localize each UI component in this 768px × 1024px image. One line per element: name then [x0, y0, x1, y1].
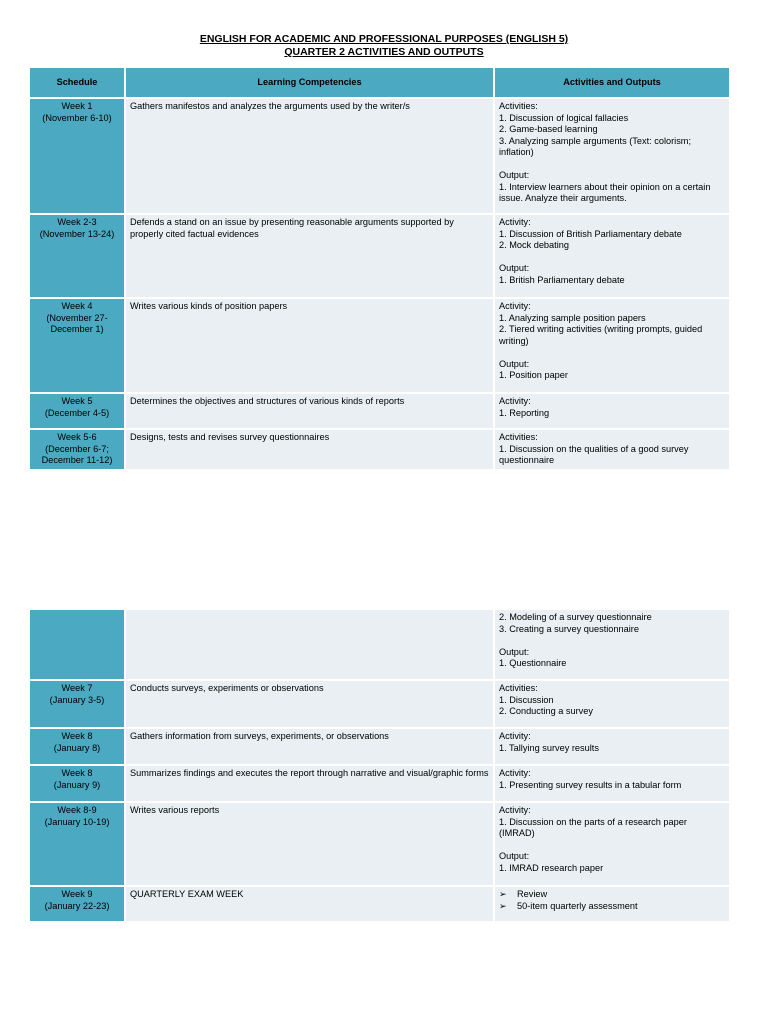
- spacer: [499, 347, 725, 359]
- competency-text: Writes various kinds of position papers: [130, 301, 288, 311]
- competency-text: Gathers information from surveys, experiments, or observations: [130, 731, 389, 741]
- schedule-cell: [29, 98, 125, 214]
- bullet-item: [499, 901, 725, 913]
- document-subtitle: QUARTER 2 ACTIVITIES AND OUTPUTS: [284, 46, 484, 58]
- activity-line: 3. Analyzing sample arguments (Text: colorism; inflation): [499, 135, 691, 157]
- activities-cell: [494, 214, 730, 298]
- activity-line: Output:: [499, 646, 530, 657]
- table-row: [29, 802, 730, 886]
- schedule-text: (January 3-5): [49, 694, 105, 705]
- activities-cell: [494, 728, 730, 765]
- schedule-text: Week 5: [61, 396, 93, 406]
- activity-line: 1. Presenting survey results in a tabular form: [499, 779, 682, 790]
- activity-line: 1. Discussion: [499, 694, 554, 705]
- activity-line: Activity:: [499, 301, 531, 311]
- activity-line: 1. Discussion of logical fallacies: [499, 112, 629, 123]
- activities-cell: [494, 886, 730, 922]
- schedule-text: (January 8): [53, 742, 101, 753]
- activities-cell: [494, 298, 730, 393]
- activity-line: 1. Discussion of British Parliamentary debate: [499, 228, 682, 239]
- activities-cell: [494, 802, 730, 886]
- competency-cell: [125, 728, 494, 765]
- schedule-cell: [29, 393, 125, 429]
- activities-cell: [494, 680, 730, 728]
- activity-line: 2. Game-based learning: [499, 124, 598, 134]
- table-row: [29, 728, 730, 765]
- table-row: [29, 214, 730, 298]
- schedule-cell: [29, 214, 125, 298]
- activity-line: 1. Tallying survey results: [499, 742, 599, 753]
- activity-line: Activity:: [499, 805, 531, 815]
- schedule-cell: [29, 609, 125, 680]
- activity-line: 1. IMRAD research paper: [499, 862, 604, 873]
- competency-cell: [125, 214, 494, 298]
- competency-text: Gathers manifestos and analyzes the arguments used by the writer/s: [130, 101, 410, 111]
- activity-line: Activity:: [499, 217, 531, 227]
- schedule-text: December 11-12): [41, 455, 113, 465]
- activities-cell: [494, 393, 730, 429]
- column-header-activities: Activities and Outputs: [494, 67, 730, 98]
- competency-cell: [125, 429, 494, 470]
- document-title: ENGLISH FOR ACADEMIC AND PROFESSIONAL PURPOSES (ENGLISH 5): [199, 33, 569, 45]
- table-row: [29, 298, 730, 393]
- schedule-cell: [29, 298, 125, 393]
- activity-line: Activity:: [499, 396, 531, 406]
- schedule-text: (November 13-24): [39, 228, 115, 239]
- competency-text: QUARTERLY EXAM WEEK: [130, 889, 244, 899]
- competency-text: Writes various reports: [130, 805, 220, 815]
- table-header-row: [29, 67, 730, 98]
- competency-cell: [125, 609, 494, 680]
- activity-line: 1. Questionnaire: [499, 658, 567, 668]
- schedule-text: Week 9: [61, 889, 93, 899]
- activity-line: Activity:: [499, 768, 531, 778]
- spacer: [499, 252, 725, 264]
- activity-line: 1. Discussion on the qualities of a good survey questionnaire: [499, 443, 689, 465]
- activity-line: Activities:: [499, 683, 538, 693]
- spacer: [499, 159, 725, 171]
- schedule-text: Week 8: [61, 768, 93, 778]
- schedule-text: Week 8: [61, 731, 93, 741]
- competency-cell: [125, 802, 494, 886]
- column-header-schedule: Schedule: [29, 67, 125, 98]
- activities-cell: [494, 765, 730, 802]
- arrow-bullet-icon: ➢: [499, 900, 507, 911]
- competency-text: Designs, tests and revises survey questionnaires: [130, 432, 330, 442]
- bullet-item: [499, 889, 725, 901]
- schedule-cell: [29, 802, 125, 886]
- activity-line: Output:: [499, 358, 530, 369]
- activity-line: 2. Conducting a survey: [499, 706, 593, 716]
- schedule-text: Week 2-3: [57, 217, 97, 227]
- competency-cell: [125, 886, 494, 922]
- table-row: [29, 393, 730, 429]
- activities-table-part1: [28, 66, 731, 471]
- bullet-text: 50-item quarterly assessment: [517, 900, 638, 911]
- schedule-cell: [29, 680, 125, 728]
- competency-text: Conducts surveys, experiments or observations: [130, 683, 324, 693]
- activities-table-part2: [28, 608, 731, 923]
- activity-line: 1. Discussion on the parts of a research paper (IMRAD): [499, 816, 687, 838]
- table-row: [29, 765, 730, 802]
- activities-cell: [494, 609, 730, 680]
- activity-line: Output:: [499, 170, 530, 180]
- schedule-text: (December 4-5): [44, 407, 110, 418]
- activity-line: 3. Creating a survey questionnaire: [499, 623, 639, 634]
- activities-cell: [494, 429, 730, 470]
- column-header-competencies: Learning Competencies: [125, 67, 494, 98]
- activity-line: Output:: [499, 851, 530, 861]
- spacer: [499, 840, 725, 852]
- schedule-text: (December 6-7;: [45, 443, 109, 454]
- arrow-bullet-icon: ➢: [499, 889, 507, 899]
- table-row: [29, 429, 730, 470]
- schedule-text: (January 10-19): [44, 816, 110, 827]
- activities-cell: [494, 98, 730, 214]
- activity-line: Activity:: [499, 731, 531, 741]
- table-row: [29, 680, 730, 728]
- competency-cell: [125, 393, 494, 429]
- activity-line: Activities:: [499, 432, 538, 442]
- activity-line: 1. Analyzing sample position papers: [499, 312, 646, 323]
- schedule-cell: [29, 886, 125, 922]
- schedule-text: Week 4: [61, 301, 93, 311]
- spacer: [499, 635, 725, 647]
- schedule-cell: [29, 429, 125, 470]
- schedule-text: (January 9): [53, 779, 101, 790]
- competency-cell: [125, 298, 494, 393]
- activity-line: 1. Position paper: [499, 370, 568, 380]
- activity-line: 1. Reporting: [499, 407, 550, 418]
- table-row: [29, 609, 730, 680]
- schedule-text: (November 27-: [46, 312, 108, 323]
- competency-cell: [125, 765, 494, 802]
- competency-text: Defends a stand on an issue by presenting reasonable arguments supported by properly cited factual evidences: [130, 217, 454, 239]
- competency-cell: [125, 680, 494, 728]
- activity-line: 1. Interview learners about their opinion on a certain issue. Analyze their arguments.: [499, 181, 711, 203]
- competency-cell: [125, 98, 494, 214]
- competency-text: Determines the objectives and structures of various kinds of reports: [130, 396, 405, 406]
- activity-line: 2. Mock debating: [499, 240, 569, 250]
- activity-line: 2. Modeling of a survey questionnaire: [499, 612, 652, 622]
- schedule-text: Week 5-6: [57, 432, 97, 442]
- table-row: [29, 98, 730, 214]
- activity-line: Output:: [499, 263, 530, 273]
- schedule-cell: [29, 765, 125, 802]
- schedule-text: (November 6-10): [42, 112, 112, 123]
- schedule-cell: [29, 728, 125, 765]
- activity-line: 1. British Parliamentary debate: [499, 274, 625, 285]
- activity-line: 2. Tiered writing activities (writing prompts, guided writing): [499, 324, 703, 346]
- schedule-text: December 1): [50, 324, 104, 334]
- competency-text: Summarizes findings and executes the report through narrative and visual/graphic forms: [130, 768, 489, 778]
- schedule-text: (January 22-23): [44, 900, 110, 911]
- schedule-text: Week 1: [61, 101, 93, 111]
- schedule-text: Week 8-9: [57, 805, 97, 815]
- activity-line: Activities:: [499, 101, 538, 111]
- schedule-text: Week 7: [61, 683, 93, 693]
- table-row: [29, 886, 730, 922]
- bullet-text: Review: [517, 889, 548, 899]
